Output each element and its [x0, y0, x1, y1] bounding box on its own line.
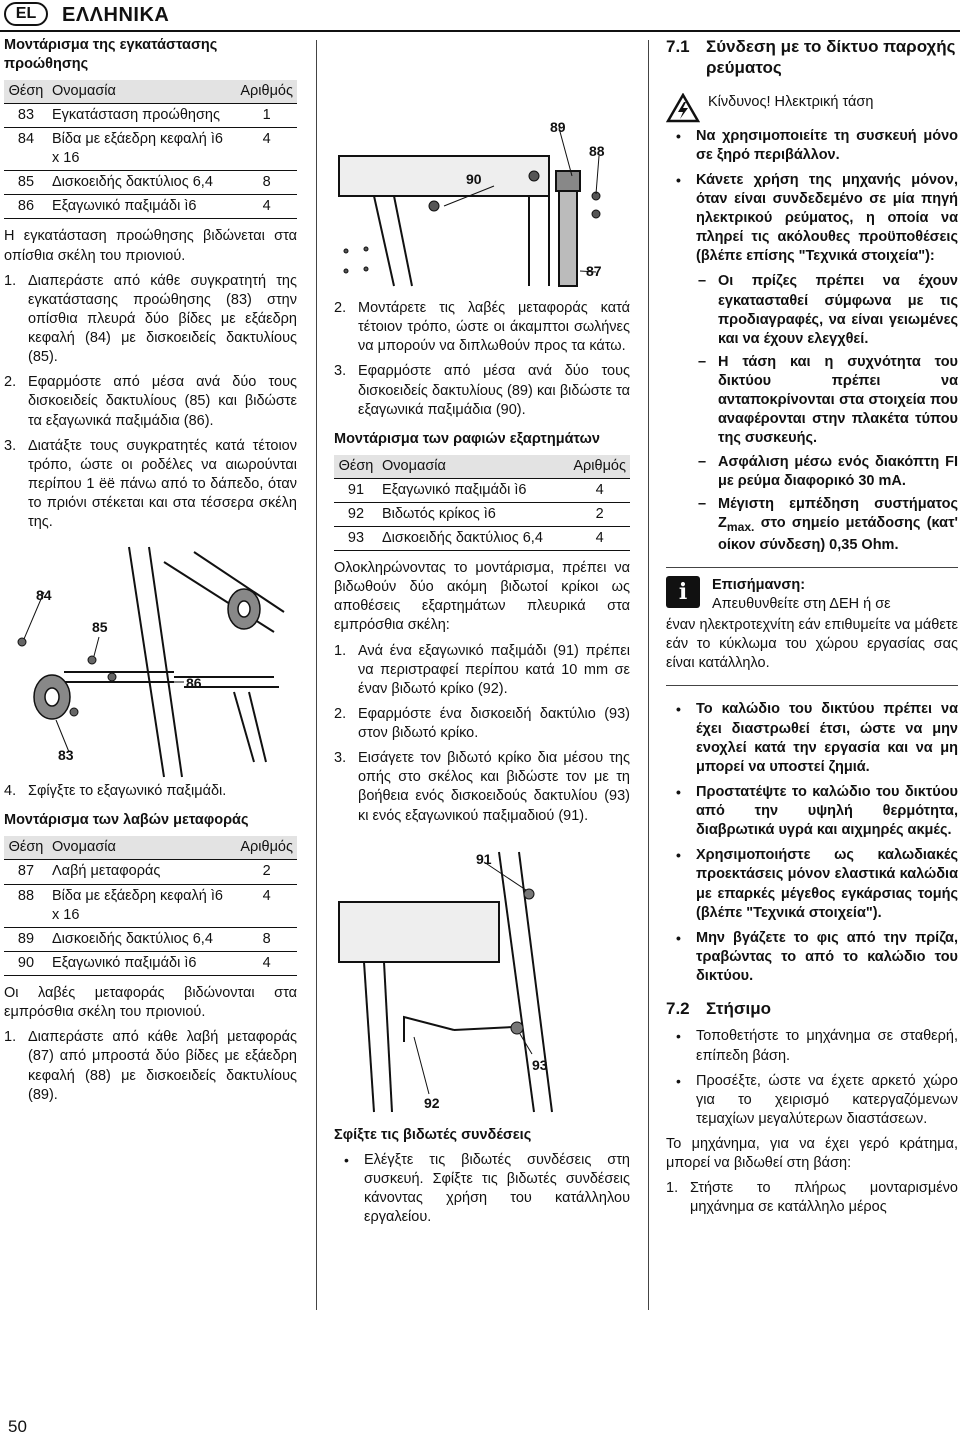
table-row [4, 127, 297, 170]
step-text: Μοντάρετε τις λαβές μεταφοράς κατά τέτοιον τρόπο, ώστε οι άκαμπτοι σωλήνες να μπορούν να διπλωθούν προς τα κάτω. [358, 300, 630, 355]
column-1 [4, 36, 297, 1111]
warning-electric-icon [666, 93, 700, 123]
step-item [4, 782, 297, 801]
table-cell: 4 [569, 478, 630, 502]
table-cell: 4 [236, 884, 297, 927]
parts-table [4, 80, 297, 220]
step-text: Εφαρμόστε ένα δισκοειδή δακτύλιο (93) στον βιδωτό κρίκο. [358, 705, 630, 742]
callout-label: 89 [550, 119, 566, 135]
paragraph: Ολοκληρώνοντας το μοντάρισμα, πρέπει να βιδωθούν δύο ακόμη βιδωτοί κρίκοι ως αποθέσεις εξαρτημάτων πλευρικά στα εμπρόσθια σκέλη: [334, 560, 630, 634]
table-cell: Εξαγωνικό παξιμάδι ì6 [378, 478, 569, 502]
step-number: 2. [4, 374, 17, 391]
table-row [4, 884, 297, 927]
callout-label: 87 [586, 263, 602, 279]
info-note [666, 576, 958, 614]
step-item [334, 749, 630, 826]
table-header: Ονομασία [48, 80, 236, 104]
table-row [334, 478, 630, 502]
table-cell: 88 [4, 884, 48, 927]
step-item [334, 362, 630, 419]
table-row [4, 951, 297, 975]
table-cell: Εξαγωνικό παξιμάδι ì6 [48, 195, 236, 219]
step-number: 4. [4, 783, 17, 800]
step-text: Στήστε το πλήρως μονταρισμένο μηχάνημα σε κατάλληλο μέρος [690, 1180, 958, 1216]
table-cell: 4 [569, 526, 630, 550]
callout-label: 84 [36, 587, 52, 604]
info-text-continued: έναν ηλεκτροτεχνίτη εάν επιθυμείτε να μάθετε εάν το κύκλωμα του χώρου εργασίας σας είναι κατάλληλο. [666, 617, 958, 672]
step-number: 3. [4, 437, 17, 454]
table-cell: 2 [236, 860, 297, 884]
list-item: • Χρησιμοποιήστε ως καλωδιακές προεκτάσεις μόνον ελαστικά καλώδια με επαρκές μέγεθος εγκάρσιας τομής (βλέπε "Τεχνικά στοιχεία"). [666, 846, 958, 923]
step-number: 1. [4, 1029, 17, 1046]
figure-roller-assembly [4, 542, 297, 782]
step-item [4, 1028, 297, 1105]
list-item: • Το καλώδιο του δικτύου πρέπει να έχει διαστρωθεί έτσι, ώστε να μην ενοχλεί κατά την εργασία και να μη μπορεί να υποστεί ζημιά. [666, 700, 958, 777]
table-header: Θέση [4, 80, 48, 104]
table-header: Ονομασία [48, 836, 236, 860]
section-title-text: Στήσιμο [706, 999, 772, 1019]
list-item: • Προσέξτε, ώστε να έχετε αρκετό χώρο για το χειρισμό κατεργαζόμενων τεμαχίων μεγαλύτερων διαστάσεων. [666, 1072, 958, 1129]
table-cell: 91 [334, 478, 378, 502]
table-cell: Εγκατάσταση προώθησης [48, 103, 236, 127]
table-cell: 89 [4, 927, 48, 951]
table-header: Ονομασία [378, 455, 569, 479]
info-text: Απευθυνθείτε στη ΔΕΗ ή σε [712, 595, 891, 612]
table-cell: 8 [236, 927, 297, 951]
step-item [4, 272, 297, 368]
table-header: Θέση [4, 836, 48, 860]
impedance-text: στο σημείο μετάδοσης (κατ' οίκον σύνδεση) 0,35 Ohm. [718, 514, 958, 553]
step-text: Ανά ένα εξαγωνικό παξιμάδι (91) πρέπει να περιστραφεί περίπου κατά 10 mm σε έναν βιδωτό κρίκο (92). [358, 642, 630, 697]
list-item: • Μην βγάζετε το φις από την πρίζα, τραβώντας το από το καλώδιο του δικτύου. [666, 929, 958, 986]
step-item [666, 1179, 958, 1217]
step-text: Διαπεράστε από κάθε συγκρατητή της εγκατάστασης προώθησης (83) στην οπίσθια πλευρά δύο βίδες με εξάεδρη κεφαλή (84) με δισκοειδείς δακτυλίους (85). [28, 272, 297, 366]
table-row [4, 927, 297, 951]
step-number: 2. [334, 300, 347, 316]
paragraph: Το μηχάνημα, για να έχει γερό κράτημα, μπορεί να βιδωθεί στη βάση: [666, 1136, 958, 1172]
divider [666, 567, 958, 568]
step-text: Σφίγξτε το εξαγωνικό παξιμάδι. [28, 783, 227, 800]
paragraph: Η εγκατάσταση προώθησης βιδώνεται στα οπίσθια σκέλη του πριονιού. [4, 228, 297, 264]
step-number: 3. [334, 750, 347, 767]
table-cell: Δισκοειδής δακτύλιος 6,4 [48, 171, 236, 195]
step-item [334, 705, 630, 743]
list-item: – Η τάση και η συχνότητα του δικτύου πρέπει να ανταποκρίνονται στα στοιχεία που αναφέρονται στην πλακέτα τύπου της συσκευής. [696, 353, 958, 449]
bullet-list [666, 127, 958, 267]
callout-label: 92 [424, 1094, 440, 1111]
figure-handle-assembly [334, 36, 630, 291]
list-item: – Οι πρίζες πρέπει να έχουν εγκατασταθεί σύμφωνα με τις προδιαγραφές, να είναι γειωμένες και να έχουν ελεγχθεί. [696, 272, 958, 349]
table-header: Αριθμός [236, 836, 297, 860]
step-text: Διατάξτε τους συγκρατητές κατά τέτοιον τρόπο, ώστε οι ροδέλες να αιωρούνται περίπου 1 ëë πάνω από το δάπεδο, όταν το πριόνι στέκεται και στα τέσσερα σκέλη της. [28, 437, 297, 531]
table-cell: Λαβή μεταφοράς [48, 860, 236, 884]
step-item [334, 299, 630, 356]
bullet-list [334, 1151, 630, 1228]
list-item: – Ασφάλιση μέσω ενός διακόπτη FI με ρεύμα διαφορικό 30 mA. [696, 453, 958, 491]
info-icon: i [666, 576, 700, 608]
section-heading: Σφίξτε τις βιδωτές συνδέσεις [334, 1126, 532, 1143]
column-divider [648, 40, 649, 1310]
table-cell: 92 [334, 502, 378, 526]
bullet-list [666, 700, 958, 986]
step-text: Εισάγετε τον βιδωτό κρίκο δια μέσου της οπής στο σκέλος και βιδώστε τον με τη βοήθεια ενός δισκοειδούς δακτυλίου (93) κι ενός εξαγωνικού παξιμαδιού (91). [358, 750, 630, 824]
list-item: • Ελέγξτε τις βιδωτές συνδέσεις στη συσκευή. Σφίξτε τις βιδωτές συνδέσεις κάνοντας χρήση του κατάλληλου εργαλείου. [334, 1151, 630, 1228]
table-cell: 90 [4, 951, 48, 975]
table-cell: 4 [236, 127, 297, 170]
step-item [334, 642, 630, 699]
dash-list [696, 272, 958, 554]
list-item [696, 495, 958, 555]
header-divider [0, 30, 960, 32]
table-cell: Δισκοειδής δακτύλιος 6,4 [378, 526, 569, 550]
table-cell: 83 [4, 103, 48, 127]
table-row [4, 171, 297, 195]
impedance-subscript: max. [726, 519, 755, 534]
table-row [334, 526, 630, 550]
handle-assembly-drawing [334, 36, 630, 291]
callout-label: 90 [466, 171, 482, 187]
table-row [4, 195, 297, 219]
divider [666, 685, 958, 686]
step-number: 1. [666, 1180, 679, 1197]
language-title: ΕΛΛΗΝΙΚΑ [62, 4, 170, 26]
step-text: Διαπεράστε από κάθε λαβή μεταφοράς (87) από μπροστά δύο βίδες με εξάεδρη κεφαλή (88) με δισκοειδείς δακτυλίους (89). [28, 1029, 297, 1103]
table-row [334, 502, 630, 526]
danger-warning [666, 93, 958, 123]
figure-eyebolt-assembly [334, 832, 630, 1122]
eyebolt-assembly-drawing [334, 832, 630, 1122]
table-cell: 86 [4, 195, 48, 219]
callout-label: 91 [476, 850, 492, 867]
table-cell: Βιδωτός κρίκος ì6 [378, 502, 569, 526]
table-row [4, 103, 297, 127]
table-header: Αριθμός [569, 455, 630, 479]
roller-assembly-drawing [4, 542, 294, 782]
step-text: Εφαρμόστε από μέσα ανά δύο τους δισκοειδείς δακτυλίους (85) και βιδώστε τα εξαγωνικά παξιμάδια (86). [28, 374, 297, 429]
column-divider [316, 40, 317, 1310]
page-number: 50 [8, 1417, 27, 1436]
table-cell: Δισκοειδής δακτύλιος 6,4 [48, 927, 236, 951]
section-title [666, 998, 958, 1019]
table-cell: Βίδα με εξάεδρη κεφαλή ì6 x 16 [48, 884, 236, 927]
parts-table [4, 836, 297, 976]
parts-table [334, 455, 630, 552]
paragraph: Οι λαβές μεταφοράς βιδώνονται στα εμπρόσθια σκέλη του πριονιού. [4, 985, 297, 1021]
table-cell: 4 [236, 951, 297, 975]
step-number: 3. [334, 363, 347, 380]
column-2 [334, 36, 630, 1233]
list-item: • Να χρησιμοποιείτε τη συσκευή μόνο σε ξηρό περιβάλλον. [666, 127, 958, 165]
section-heading: Μοντάρισμα των λαβών μεταφοράς [4, 812, 249, 829]
section-number: 7.2 [666, 999, 690, 1019]
list-item: • Τοποθετήστε το μηχάνημα σε σταθερή, επίπεδη βάση. [666, 1027, 958, 1065]
info-title: Επισήμανση: [712, 576, 806, 593]
table-cell: 84 [4, 127, 48, 170]
page-header [0, 0, 960, 30]
step-number: 2. [334, 705, 347, 722]
table-header: Αριθμός [236, 80, 297, 104]
column-3 [666, 36, 958, 1224]
callout-label: 86 [186, 675, 202, 692]
danger-title: Κίνδυνος! Ηλεκτρική τάση [708, 93, 874, 110]
table-row [4, 860, 297, 884]
table-cell: Βίδα με εξάεδρη κεφαλή ì6 x 16 [48, 127, 236, 170]
table-cell: 1 [236, 103, 297, 127]
table-cell: Εξαγωνικό παξιμάδι ì6 [48, 951, 236, 975]
callout-label: 83 [58, 747, 74, 764]
language-badge: EL [4, 2, 48, 26]
step-item [4, 373, 297, 430]
table-cell: 8 [236, 171, 297, 195]
step-item [4, 437, 297, 533]
step-text: Εφαρμόστε από μέσα ανά δύο τους δισκοειδείς δακτυλίους (89) και βιδώστε τα εξαγωνικά παξιμάδια (90). [358, 363, 630, 418]
table-header: Θέση [334, 455, 378, 479]
callout-label: 85 [92, 619, 108, 636]
section-heading: Μοντάρισμα της εγκατάστασης προώθησης [4, 37, 218, 72]
table-cell: 93 [334, 526, 378, 550]
table-cell: 87 [4, 860, 48, 884]
list-item: • Προστατέψτε το καλώδιο του δικτύου από την υψηλή θερμότητα, διαβρωτικά υγρά και αιχμηρές ακμές. [666, 783, 958, 840]
section-number: 7.1 [666, 37, 690, 56]
table-cell: 4 [236, 195, 297, 219]
callout-label: 93 [532, 1056, 548, 1073]
table-cell: 85 [4, 171, 48, 195]
list-item: • Κάνετε χρήση της μηχανής μόνον, όταν είναι συνδεδεμένο σε μία πηγή ηλεκτρικού ρεύματος, η οποία να πληρεί τις ακόλουθες προϋποθέσεις (βλέπε επίσης "Τεχνικά στοιχεία"): [666, 171, 958, 267]
impedance-text: Μέγιστη εμπέδηση συστήματος Z [718, 495, 958, 531]
section-title-text: Σύνδεση με το δίκτυο παροχής ρεύματος [706, 37, 956, 78]
section-heading: Μοντάρισμα των ραφιών εξαρτημάτων [334, 430, 600, 447]
callout-label: 88 [589, 143, 605, 159]
table-cell: 2 [569, 502, 630, 526]
step-number: 1. [334, 642, 347, 659]
section-title [666, 36, 958, 79]
step-number: 1. [4, 272, 17, 289]
bullet-list [666, 1027, 958, 1129]
